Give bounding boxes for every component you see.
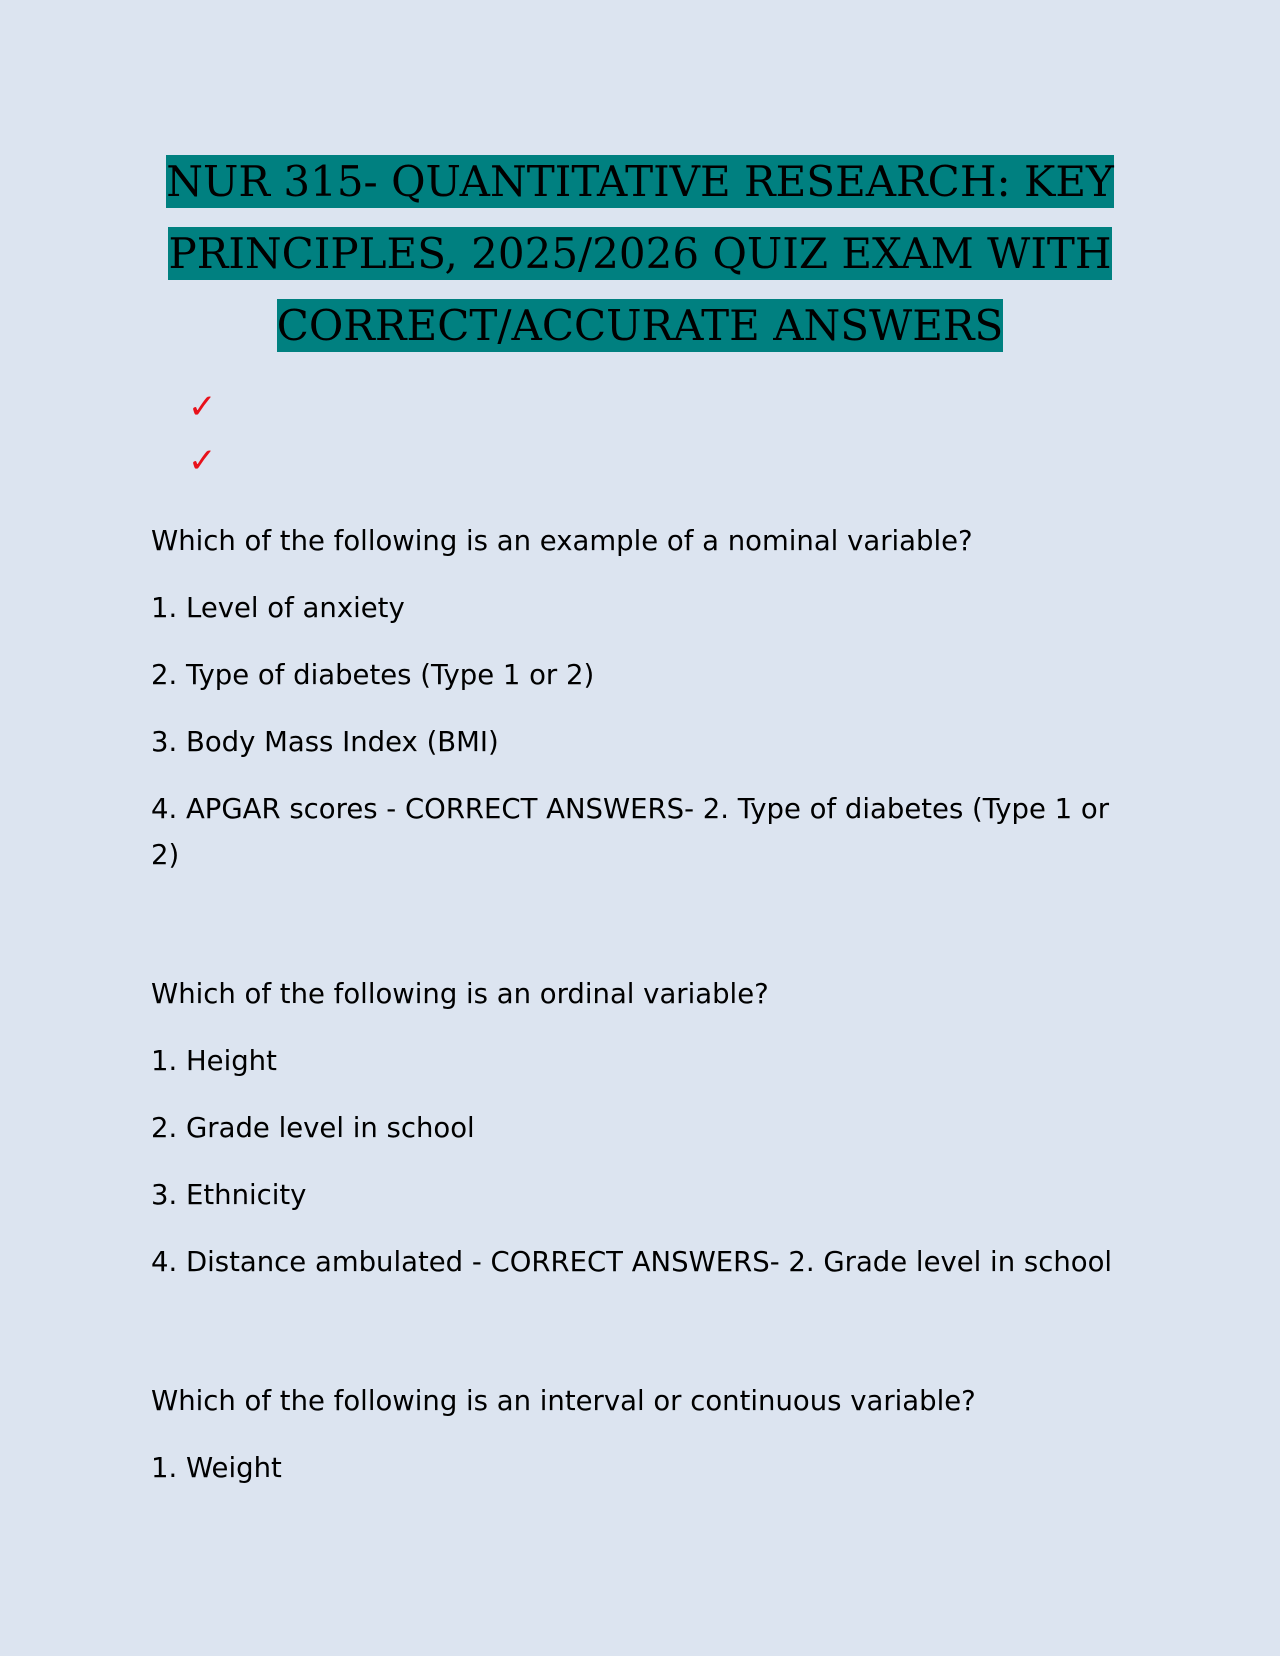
question-2-option-3: 3. Ethnicity <box>151 1179 307 1211</box>
question-1-option-1: 1. Level of anxiety <box>151 592 405 624</box>
checkmark-icon: ✓ <box>188 387 217 427</box>
checkmark-icon: ✓ <box>188 441 217 481</box>
question-1-option-3: 3. Body Mass Index (BMI) <box>151 726 499 758</box>
question-2-option-1: 1. Height <box>151 1045 277 1077</box>
check-marks <box>188 380 217 488</box>
title-line-2: PRINCIPLES, 2025/2026 QUIZ EXAM WITH <box>168 229 1112 278</box>
spacer <box>151 899 1121 971</box>
question-2-option-4-answer: 4. Distance ambulated - CORRECT ANSWERS- 2. Grade level in school <box>151 1246 1113 1278</box>
spacer <box>151 1306 1121 1378</box>
question-3-option-1: 1. Weight <box>151 1452 282 1484</box>
title-line-3: CORRECT/ACCURATE ANSWERS <box>276 301 1004 350</box>
document-title <box>150 146 1130 362</box>
question-1-option-2: 2. Type of diabetes (Type 1 or 2) <box>151 659 595 691</box>
quiz-content <box>151 518 1121 1512</box>
question-2: Which of the following is an ordinal variable? <box>151 978 769 1010</box>
question-1: Which of the following is an example of a nominal variable? <box>151 525 973 557</box>
title-line-1: NUR 315- QUANTITATIVE RESEARCH: KEY <box>166 157 1114 206</box>
question-3: Which of the following is an interval or continuous variable? <box>151 1385 976 1417</box>
question-1-option-4-answer: 4. APGAR scores - CORRECT ANSWERS- 2. Type of diabetes (Type 1 or 2) <box>151 793 1110 871</box>
question-2-option-2: 2. Grade level in school <box>151 1112 475 1144</box>
